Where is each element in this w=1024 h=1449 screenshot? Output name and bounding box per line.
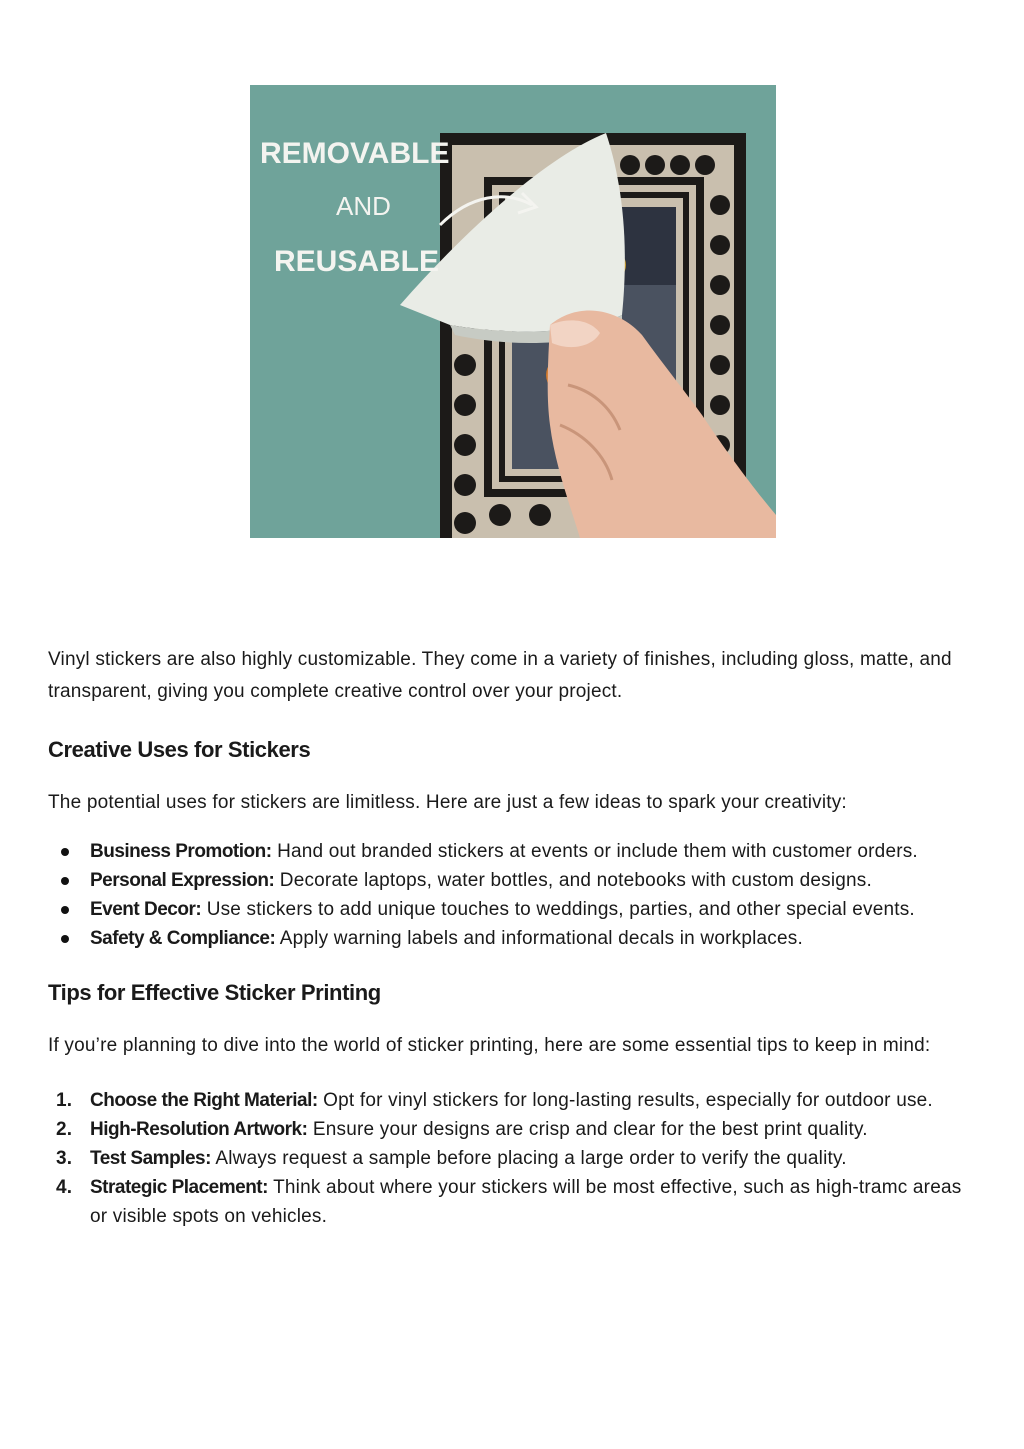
item-label: Personal Expression:	[90, 870, 275, 891]
removable-sticker-photo	[250, 85, 776, 538]
item-text: Think about where your stickers will be most effective, such as high-tramc areas or visible spots on vehicles.	[90, 1177, 962, 1227]
heading-tips: Tips for Effective Sticker Printing	[48, 980, 381, 1005]
bullet-icon	[61, 848, 69, 856]
list-item	[48, 1115, 976, 1144]
creative-uses-lead: The potential uses for stickers are limitless. Here are just a few ideas to spark your creativity:	[48, 792, 847, 813]
tips-list	[48, 1086, 976, 1231]
item-text: Always request a sample before placing a large order to verify the quality.	[215, 1148, 847, 1169]
item-number: 2.	[56, 1119, 73, 1140]
list-item	[48, 1086, 976, 1115]
figure-text-reusable: REUSABLE	[274, 245, 440, 278]
bullet-icon	[61, 877, 69, 885]
item-text: Opt for vinyl stickers for long-lasting results, especially for outdoor use.	[323, 1090, 933, 1111]
bullet-icon	[61, 906, 69, 914]
item-number: 3.	[56, 1148, 73, 1169]
item-label: Safety & Compliance:	[90, 928, 276, 949]
item-number: 1.	[56, 1090, 73, 1111]
item-text: Use stickers to add unique touches to weddings, parties, and other special events.	[206, 899, 915, 920]
item-label: Event Decor:	[90, 899, 202, 920]
list-item	[48, 895, 976, 924]
item-text: Ensure your designs are crisp and clear for the best print quality.	[312, 1119, 868, 1140]
item-label: Test Samples:	[90, 1148, 211, 1169]
bullet-icon	[61, 935, 69, 943]
item-text: Hand out branded stickers at events or include them with customer orders.	[277, 841, 918, 862]
article-body	[48, 644, 976, 1231]
list-item	[48, 837, 976, 866]
item-label: Choose the Right Material:	[90, 1090, 318, 1111]
list-item	[48, 1173, 976, 1231]
item-text: Apply warning labels and informational decals in workplaces.	[279, 928, 803, 949]
intro-paragraph: Vinyl stickers are also highly customizable. They come in a variety of finishes, including gloss, matte, and transparent, giving you complete creative control over your project.	[48, 649, 952, 702]
item-text: Decorate laptops, water bottles, and notebooks with custom designs.	[279, 870, 872, 891]
figure-text-and: AND	[336, 191, 391, 221]
list-item	[48, 866, 976, 895]
item-label: Strategic Placement:	[90, 1177, 268, 1198]
item-number: 4.	[56, 1177, 73, 1198]
item-label: High-Resolution Artwork:	[90, 1119, 308, 1140]
creative-uses-list	[48, 837, 976, 953]
list-item	[48, 1144, 976, 1173]
list-item	[48, 924, 976, 953]
heading-creative-uses: Creative Uses for Stickers	[48, 737, 311, 762]
item-label: Business Promotion:	[90, 841, 272, 862]
figure-text-removable: REMOVABLE	[260, 137, 450, 170]
tips-lead: If you’re planning to dive into the world of sticker printing, here are some essential tips to keep in mind:	[48, 1035, 931, 1056]
